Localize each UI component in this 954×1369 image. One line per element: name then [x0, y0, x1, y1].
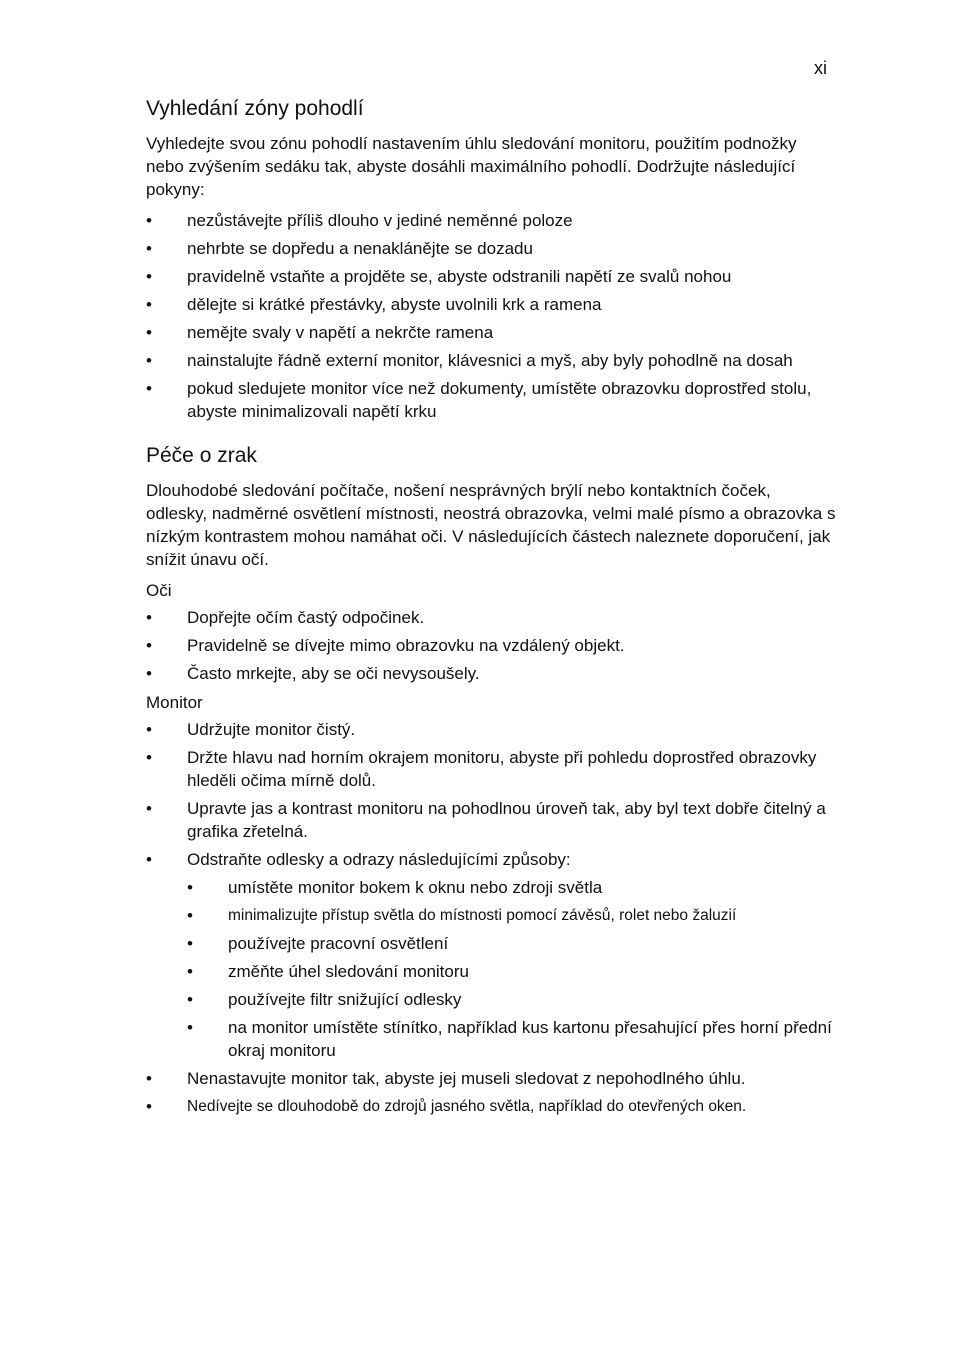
page-content	[146, 96, 836, 1123]
list-item: • Dopřejte očím častý odpočinek.	[146, 608, 425, 627]
bullet-icon: •	[146, 608, 152, 627]
bullet-icon: •	[146, 267, 152, 286]
list-item: • pravidelně vstaňte a projděte se, abyste odstranili napětí ze svalů nohou	[146, 267, 732, 286]
bullet-icon: •	[187, 934, 193, 953]
section-heading-comfort-zone: Vyhledání zóny pohodlí	[146, 97, 364, 120]
list-item: • Pravidelně se dívejte mimo obrazovku na vzdálený objekt.	[146, 636, 625, 655]
bullet-icon: •	[187, 990, 193, 1009]
bullet-icon: •	[146, 379, 152, 398]
list-item: • Nedívejte se dlouhodobě do zdrojů jasného světla, například do otevřených oken.	[146, 1097, 747, 1116]
list-item: • Udržujte monitor čistý.	[146, 720, 356, 739]
list-item: • nezůstávejte příliš dlouho v jediné neměnné poloze	[146, 211, 573, 230]
list-item: • Nenastavujte monitor tak, abyste jej museli sledovat z nepohodlného úhlu.	[146, 1069, 746, 1088]
list-item: • minimalizujte přístup světla do místnosti pomocí závěsů, rolet nebo žaluzií	[187, 906, 737, 925]
list-item: • nemějte svaly v napětí a nekrčte ramena	[146, 323, 494, 342]
bullet-icon: •	[187, 962, 193, 981]
subheading-monitor: Monitor	[146, 693, 203, 712]
bullet-icon: •	[187, 1018, 193, 1037]
bullet-icon: •	[187, 906, 193, 925]
section-heading-eye-care: Péče o zrak	[146, 444, 257, 467]
bullet-icon: •	[146, 323, 152, 342]
bullet-icon: •	[146, 351, 152, 370]
bullet-icon: •	[146, 295, 152, 314]
glare-list	[187, 876, 836, 1062]
bullet-icon: •	[146, 748, 152, 767]
bullet-icon: •	[146, 1097, 152, 1116]
list-item: • nehrbte se dopředu a nenaklánějte se dozadu	[146, 239, 533, 258]
list-item: • dělejte si krátké přestávky, abyste uvolnili krk a ramena	[146, 295, 602, 314]
list-item: • umístěte monitor bokem k oknu nebo zdroji světla	[187, 878, 603, 897]
eyes-list	[146, 606, 836, 685]
section-intro-comfort-zone: Vyhledejte svou zónu pohodlí nastavením úhlu sledování monitoru, použitím podnožky nebo zvýšením sedáku tak, abyste dosáhli maximálního pohodlí. Dodržujte následující pokyny:	[146, 134, 797, 199]
list-item: • pokud sledujete monitor více než dokumenty, umístěte obrazovku doprostřed stolu, abyste minimalizovali napětí krku	[146, 379, 812, 421]
list-item: • nainstalujte řádně externí monitor, klávesnici a myš, aby byly pohodlně na dosah	[146, 351, 793, 370]
subheading-eyes: Oči	[146, 581, 172, 600]
list-item: • Držte hlavu nad horním okrajem monitoru, abyste při pohledu doprostřed obrazovky hleděli očima mírně dolů.	[146, 748, 817, 790]
bullet-icon: •	[146, 1069, 152, 1088]
bullet-icon: •	[146, 239, 152, 258]
comfort-zone-list	[146, 209, 836, 423]
list-item: • změňte úhel sledování monitoru	[187, 962, 469, 981]
bullet-icon: •	[146, 799, 152, 818]
section-intro-eye-care: Dlouhodobé sledování počítače, nošení nesprávných brýlí nebo kontaktních čoček, odlesky, nadměrné osvětlení místnosti, neostrá obrazovka, velmi malé písmo a obrazovka s nízkým kontrastem mohou namáhat oči. V následujících částech naleznete doporučení, jak snížit únavu očí.	[146, 481, 836, 569]
bullet-icon: •	[146, 720, 152, 739]
list-item: • Upravte jas a kontrast monitoru na pohodlnou úroveň tak, aby byl text dobře čitelný a grafika zřetelná.	[146, 799, 826, 841]
list-item: • používejte filtr snižující odlesky	[187, 990, 462, 1009]
bullet-icon: •	[146, 850, 152, 869]
list-item: • Často mrkejte, aby se oči nevysoušely.	[146, 664, 480, 683]
list-item: • Odstraňte odlesky a odrazy následujícími způsoby: • umístěte monitor bokem k oknu nebo zdroji světla • minimalizujte přístup světla do místnosti pomocí závěsů, rolet nebo žaluzií • používejte pracovní osvětlení • změňte úhel sledování monitoru • používejte filtr snižující odlesky • na monitor umístěte stínítko, například kus kartonu přesahující přes horní přední okraj monitoru	[146, 848, 836, 1062]
page-number: xi	[814, 58, 827, 78]
monitor-list	[146, 718, 836, 1118]
bullet-icon: •	[146, 636, 152, 655]
bullet-icon: •	[146, 211, 152, 230]
list-item: • na monitor umístěte stínítko, například kus kartonu přesahující přes horní přední okraj monitoru	[187, 1018, 832, 1060]
bullet-icon: •	[187, 878, 193, 897]
list-item: • používejte pracovní osvětlení	[187, 934, 449, 953]
bullet-icon: •	[146, 664, 152, 683]
